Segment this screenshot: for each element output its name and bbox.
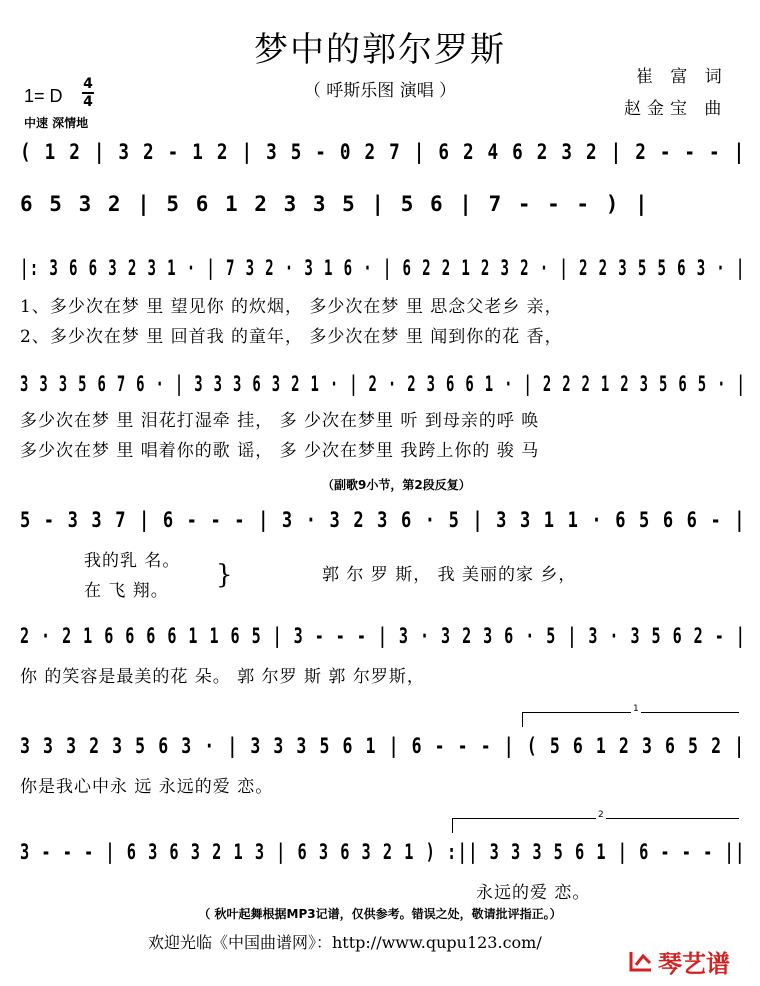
time-signature: [82, 76, 94, 110]
staff-row-4: [20, 372, 746, 472]
lyrics-ending-row-8: 永远的爱 恋。: [476, 883, 591, 903]
composer-credit: 赵金宝 曲: [624, 99, 728, 119]
lyrics-verse2-row-3: 2、多少次在梦 里 回首我 的童年， 多少次在梦 里 闻到你的花 香，: [20, 327, 563, 347]
notes-row-4: 3 3 3 5 6 7 6 · | 3 3 3 6 3 2 1 · | 2 · 2 3 6 6 1 · | 2 2 2 1 2 3 5 6 5 · |: [20, 372, 747, 396]
staff-row-5: [20, 508, 746, 608]
notes-row-1: ( 1 2 | 3 2 - 1 2 | 3 5 - 0 2 7 | 6 2 4 6 2 3 2 | 2 - - - |: [20, 140, 746, 164]
notes-row-2: 6 5 3 2 | 5 6 1 2 3 3 5 | 5 6 | 7 - - - ) |: [20, 192, 650, 216]
key-signature: 1= D: [24, 86, 63, 106]
site-logo-text: 琴艺谱: [658, 950, 730, 978]
staff-row-8: [20, 840, 746, 910]
lyricist-credit: 崔 富 词: [636, 67, 728, 87]
volta-2-label: 2: [598, 810, 604, 820]
lyrics-chorus-row-5: 郭 尔 罗 斯， 我 美丽的家 乡，: [322, 565, 577, 585]
notes-row-7: 3 3 3 2 3 5 6 3 · | 3 3 3 5 6 1 | 6 - - - | ( 5 6 1 2 3 6 5 2 |: [20, 734, 746, 758]
chorus-remark: （副歌9小节，第2段反复）: [322, 478, 471, 492]
staff-row-7: [20, 734, 746, 804]
staff-row-6: [20, 624, 746, 694]
staff-row-1: [20, 140, 746, 190]
lyrics-row-7: 你是我心中永 远 永远的爱 恋。: [20, 777, 274, 797]
lyrics-verse2-row-4: 多少次在梦 里 唱着你的歌 谣， 多 少次在梦里 我跨上你的 骏 马: [20, 441, 540, 461]
notes-row-5: 5 - 3 3 7 | 6 - - - | 3 · 3 2 3 6 · 5 | 3 3 1 1 · 6 5 6 6 - |: [20, 508, 747, 532]
tempo-marking: 中速 深情地: [24, 116, 89, 130]
lyrics-verse1-row-4: 多少次在梦 里 泪花打湿牵 挂， 多 少次在梦里 听 到母亲的呼 唤: [20, 411, 540, 431]
brace: }: [216, 560, 234, 590]
volta-1-bracket: [522, 704, 739, 727]
notes-row-6: 2 · 2 1 6 6 6 6 1 1 6 5 | 3 - - - | 3 · 3 2 3 6 · 5 | 3 · 3 5 6 2 - |: [20, 624, 747, 648]
qinyipu-logo-icon: [628, 948, 654, 974]
volta-2-bracket: [452, 810, 739, 833]
staff-row-2: [20, 192, 746, 242]
time-signature-bottom: 4: [83, 94, 93, 110]
transcriber-note: （ 秋叶起舞根据MP3记谱，仅供参考。错误之处，敬请批评指正。）: [198, 907, 562, 921]
lyrics-verse1-row-5: 我的乳 名。: [84, 551, 181, 571]
lyrics-verse2-row-5: 在 飞 翔。: [84, 581, 169, 601]
singer-subtitle: （ 呼斯乐图 演唱 ）: [303, 81, 457, 101]
lyrics-row-6: 你 的笑容是最美的花 朵。 郭 尔罗 斯 郭 尔罗斯，: [20, 667, 425, 687]
staff-row-3: [20, 256, 746, 356]
time-signature-top: 4: [83, 76, 93, 92]
website-welcome: 欢迎光临《中国曲谱网》：http://www.qupu123.com/: [148, 933, 542, 952]
notes-row-3: |: 3 6 6 3 2 3 1 · | 7 3 2 · 3 1 6 · | 6 2 2 1 2 3 2 · | 2 2 3 5 5 6 3 · |: [20, 256, 746, 280]
lyrics-verse1-row-3: 1、多少次在梦 里 望见你 的炊烟， 多少次在梦 里 思念父老乡 亲，: [20, 297, 563, 317]
volta-1-label: 1: [633, 704, 639, 714]
notes-row-8: 3 - - - | 6 3 6 3 2 1 3 | 6 3 6 3 2 1 ) :|| 3 3 3 5 6 1 | 6 - - - ||: [20, 840, 746, 864]
page-title: 梦中的郭尔罗斯: [254, 30, 506, 70]
